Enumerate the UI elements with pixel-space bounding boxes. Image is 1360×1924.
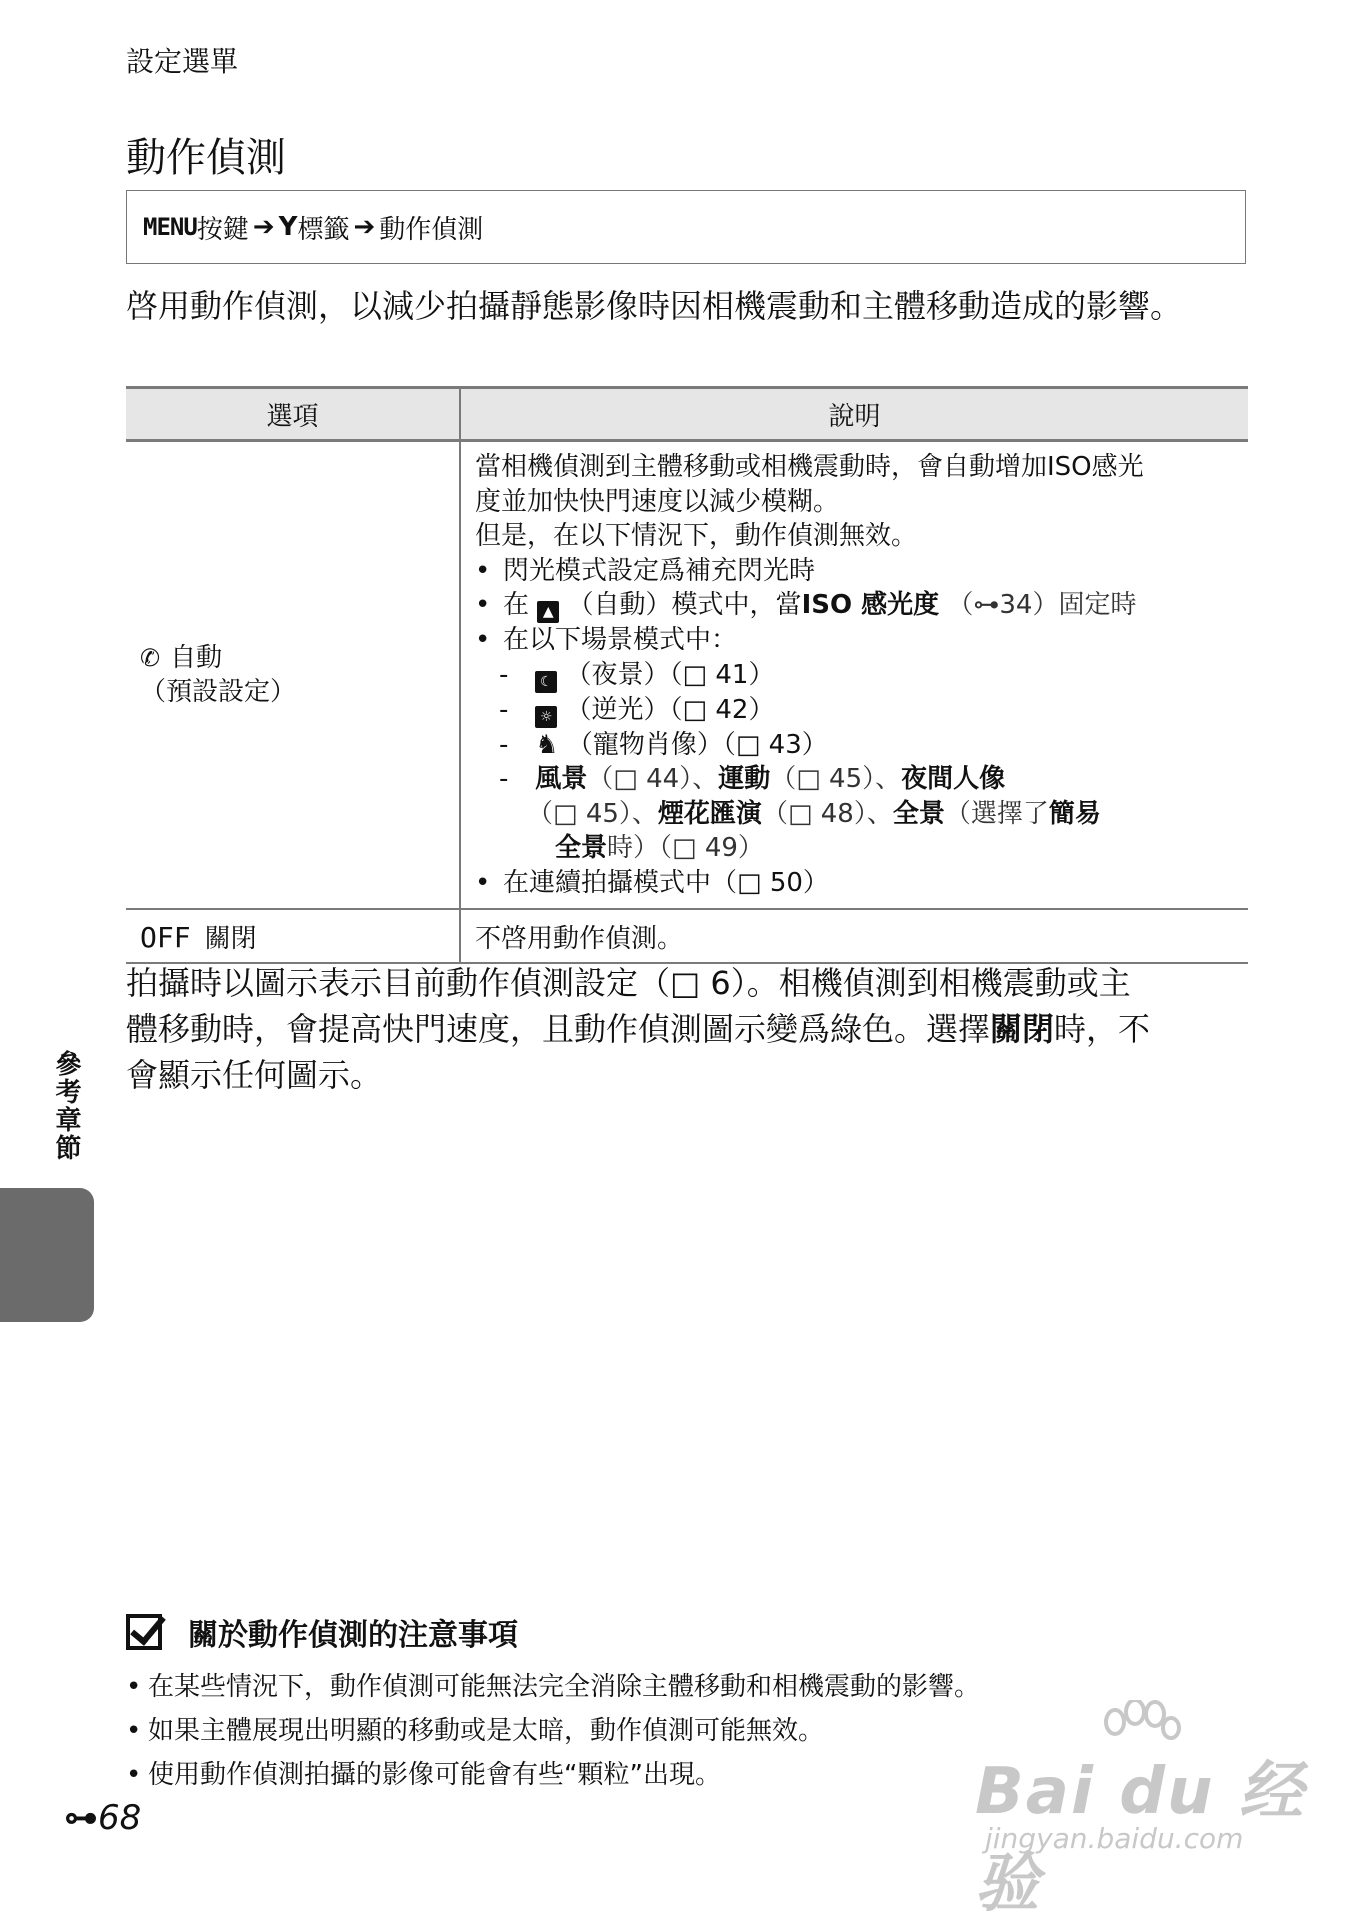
list-item: • 在某些情況下，動作偵測可能無法完全消除主體移動和相機震動的影響。 bbox=[126, 1665, 980, 1709]
menu-item-text: 動作偵測 bbox=[379, 214, 484, 245]
option-auto-description bbox=[460, 441, 1248, 910]
page-number: ⊶68 bbox=[64, 1798, 142, 1838]
options-table bbox=[126, 386, 1248, 964]
option-auto-cell bbox=[126, 441, 460, 910]
note-list bbox=[126, 1665, 980, 1797]
list-item: • 如果主體展現出明顯的移動或是太暗，動作偵測可能無效。 bbox=[126, 1709, 980, 1753]
table-row bbox=[126, 441, 1248, 910]
list-item: • 閃光模式設定爲補充閃光時 bbox=[475, 555, 816, 586]
motion-detection-auto-icon: ✆ bbox=[140, 644, 161, 672]
desc-line: 當相機偵測到主體移動或相機震動時，會自動增加ISO感光 bbox=[475, 452, 1144, 482]
table-header-row bbox=[126, 388, 1248, 441]
option-off-description: 不啓用動作偵測。 bbox=[460, 909, 1248, 963]
list-item: - 風景（□ 44）、運動（□ 45）、夜間人像 bbox=[499, 764, 1006, 794]
list-item: - ☾ （夜景）（□ 41） bbox=[475, 658, 1236, 693]
note-title: 關於動作偵測的注意事項 bbox=[188, 1618, 518, 1653]
arrow-right-icon: ➔ bbox=[353, 212, 376, 242]
reference-icon: ⊶ bbox=[64, 1798, 98, 1838]
pet-portrait-icon: ♞ bbox=[535, 729, 559, 760]
list-item-continued: 全景時）（□ 49） bbox=[555, 833, 764, 863]
table-row bbox=[126, 909, 1248, 963]
intro-paragraph: 啓用動作偵測，以減少拍攝靜態影像時因相機震動和主體移動造成的影響。 bbox=[126, 287, 1183, 325]
option-off-cell bbox=[126, 909, 460, 963]
option-off-label: 關閉 bbox=[204, 923, 257, 954]
after-paragraph: 拍攝時以圖示表示目前動作偵測設定（□ 6）。相機偵測到相機震動或主 體移動時，會提高快門速度，且動作偵測圖示變爲綠色。選擇關閉時，不 會顯示任何圖示。 bbox=[126, 964, 1151, 1094]
list-item: • 使用動作偵測拍攝的影像可能會有些“顆粒”出現。 bbox=[126, 1753, 980, 1797]
option-auto-label: 自動 bbox=[170, 643, 223, 673]
header-option: 選項 bbox=[126, 388, 460, 441]
watermark bbox=[975, 1700, 1305, 1921]
menu-press-text: 按鍵 bbox=[196, 214, 249, 245]
list-item-continued: （□ 45）、煙花匯演（□ 48）、全景（選擇了簡易 bbox=[527, 798, 1101, 829]
night-landscape-icon: ☾ bbox=[535, 671, 557, 693]
chapter-side-label: 參考章節 bbox=[51, 1050, 81, 1162]
note-heading bbox=[126, 1610, 518, 1654]
list-item: • 在 ▲ （自動）模式中，當ISO 感光度 （⊶34）固定時 bbox=[475, 588, 1236, 623]
watermark-logo: Bai du 经验 bbox=[975, 1755, 1305, 1921]
list-item: - ♞ （寵物肖像）（□ 43） bbox=[499, 729, 828, 760]
desc-line: 度並加快快門速度以減少模糊。 bbox=[475, 486, 840, 517]
auto-mode-icon: ▲ bbox=[537, 601, 559, 623]
list-item: - ☼ （逆光）（□ 42） bbox=[475, 693, 1236, 728]
menu-button-label: MENU bbox=[143, 213, 197, 241]
list-item: • 在連續拍攝模式中（□ 50） bbox=[475, 867, 829, 898]
list-item: • 在以下場景模式中： bbox=[475, 625, 738, 655]
section-header: 設定選單 bbox=[126, 45, 239, 78]
wrench-icon: Y bbox=[278, 212, 298, 242]
backlighting-icon: ☼ bbox=[535, 706, 557, 728]
page-title: 動作偵測 bbox=[126, 135, 286, 181]
option-auto-default: （預設設定） bbox=[140, 677, 297, 707]
header-description: 說明 bbox=[460, 388, 1248, 441]
checkmark-note-icon bbox=[126, 1614, 162, 1650]
menu-tab-text: 標籤 bbox=[297, 214, 350, 245]
arrow-right-icon: ➔ bbox=[252, 212, 275, 242]
off-icon: OFF bbox=[140, 920, 191, 954]
watermark-url: jingyan.baidu.com bbox=[985, 1822, 1244, 1855]
chapter-tab bbox=[0, 1188, 94, 1322]
menu-path-box bbox=[126, 190, 1246, 264]
desc-line: 但是，在以下情況下，動作偵測無效。 bbox=[475, 521, 918, 551]
